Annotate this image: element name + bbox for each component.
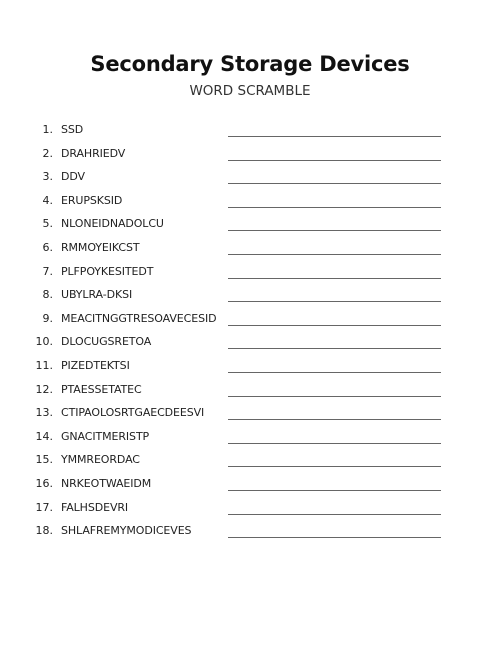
list-item bbox=[0, 331, 500, 355]
answer-line bbox=[228, 348, 441, 349]
list-item bbox=[0, 402, 500, 426]
item-number: 18. bbox=[35, 524, 53, 538]
item-number: 14. bbox=[35, 429, 53, 443]
answer-line bbox=[228, 254, 441, 255]
list-item bbox=[0, 449, 500, 473]
scrambled-word: DDV bbox=[61, 170, 85, 184]
list-item bbox=[0, 520, 500, 544]
answer-line bbox=[228, 325, 441, 326]
list-item bbox=[0, 473, 500, 497]
scrambled-word: PIZEDTEKTSI bbox=[61, 358, 130, 372]
scrambled-word: UBYLRA-DKSI bbox=[61, 288, 133, 302]
answer-line bbox=[228, 537, 441, 538]
item-number: 6. bbox=[42, 240, 53, 254]
scrambled-word: YMMREORDAC bbox=[61, 453, 140, 467]
list-item bbox=[0, 426, 500, 450]
answer-line bbox=[228, 372, 441, 373]
item-number: 4. bbox=[42, 193, 53, 207]
item-number: 2. bbox=[42, 146, 53, 160]
scrambled-word: FALHSDEVRI bbox=[61, 500, 129, 514]
list-item bbox=[0, 284, 500, 308]
scrambled-word: DRAHRIEDV bbox=[61, 146, 126, 160]
page-subtitle: WORD SCRAMBLE bbox=[189, 83, 311, 99]
answer-line bbox=[228, 160, 441, 161]
scrambled-word: SHLAFREMYMODICEVES bbox=[61, 524, 192, 538]
scrambled-word: RMMOYEIKCST bbox=[61, 240, 140, 254]
scrambled-word: CTIPAOLOSRTGAECDEESVI bbox=[61, 406, 205, 420]
item-number: 17. bbox=[35, 500, 53, 514]
list-item bbox=[0, 355, 500, 379]
answer-line bbox=[228, 230, 441, 231]
list-item bbox=[0, 213, 500, 237]
list-item bbox=[0, 237, 500, 261]
item-number: 1. bbox=[42, 123, 53, 136]
item-number: 15. bbox=[35, 453, 53, 467]
answer-line bbox=[228, 301, 441, 302]
scrambled-word: PTAESSETATEC bbox=[61, 382, 142, 396]
answer-line bbox=[228, 183, 441, 184]
item-number: 11. bbox=[35, 358, 53, 372]
scrambled-word: DLOCUGSRETOA bbox=[61, 335, 152, 349]
list-item bbox=[0, 190, 500, 214]
scrambled-word: PLFPOYKESITEDT bbox=[61, 264, 154, 278]
item-number: 12. bbox=[35, 382, 53, 396]
scrambled-word: SSD bbox=[61, 123, 84, 136]
item-number: 5. bbox=[42, 217, 53, 231]
answer-line bbox=[228, 443, 441, 444]
answer-line bbox=[228, 136, 441, 137]
answer-line bbox=[228, 466, 441, 467]
answer-line bbox=[228, 419, 441, 420]
answer-line bbox=[228, 490, 441, 491]
answer-line bbox=[228, 207, 441, 208]
page-title: Secondary Storage Devices bbox=[90, 52, 410, 76]
scrambled-word: MEACITNGGTRESOAVECESID bbox=[61, 311, 217, 325]
list-item bbox=[0, 166, 500, 190]
answer-line bbox=[228, 514, 441, 515]
item-number: 8. bbox=[42, 288, 53, 302]
list-item bbox=[0, 308, 500, 332]
item-number: 7. bbox=[42, 264, 53, 278]
item-number: 3. bbox=[42, 170, 53, 184]
item-number: 13. bbox=[35, 406, 53, 420]
list-item bbox=[0, 497, 500, 521]
list-item bbox=[0, 119, 500, 143]
list-item bbox=[0, 143, 500, 167]
scramble-list bbox=[0, 119, 500, 544]
item-number: 10. bbox=[35, 335, 53, 349]
list-item bbox=[0, 261, 500, 285]
answer-line bbox=[228, 396, 441, 397]
item-number: 16. bbox=[35, 476, 53, 490]
scrambled-word: NRKEOTWAEIDM bbox=[61, 476, 152, 490]
scrambled-word: ERUPSKSID bbox=[61, 193, 123, 207]
list-item bbox=[0, 379, 500, 403]
scrambled-word: GNACITMERISTP bbox=[61, 429, 150, 443]
scrambled-word: NLONEIDNADOLCU bbox=[61, 217, 164, 231]
item-number: 9. bbox=[42, 311, 53, 325]
answer-line bbox=[228, 278, 441, 279]
